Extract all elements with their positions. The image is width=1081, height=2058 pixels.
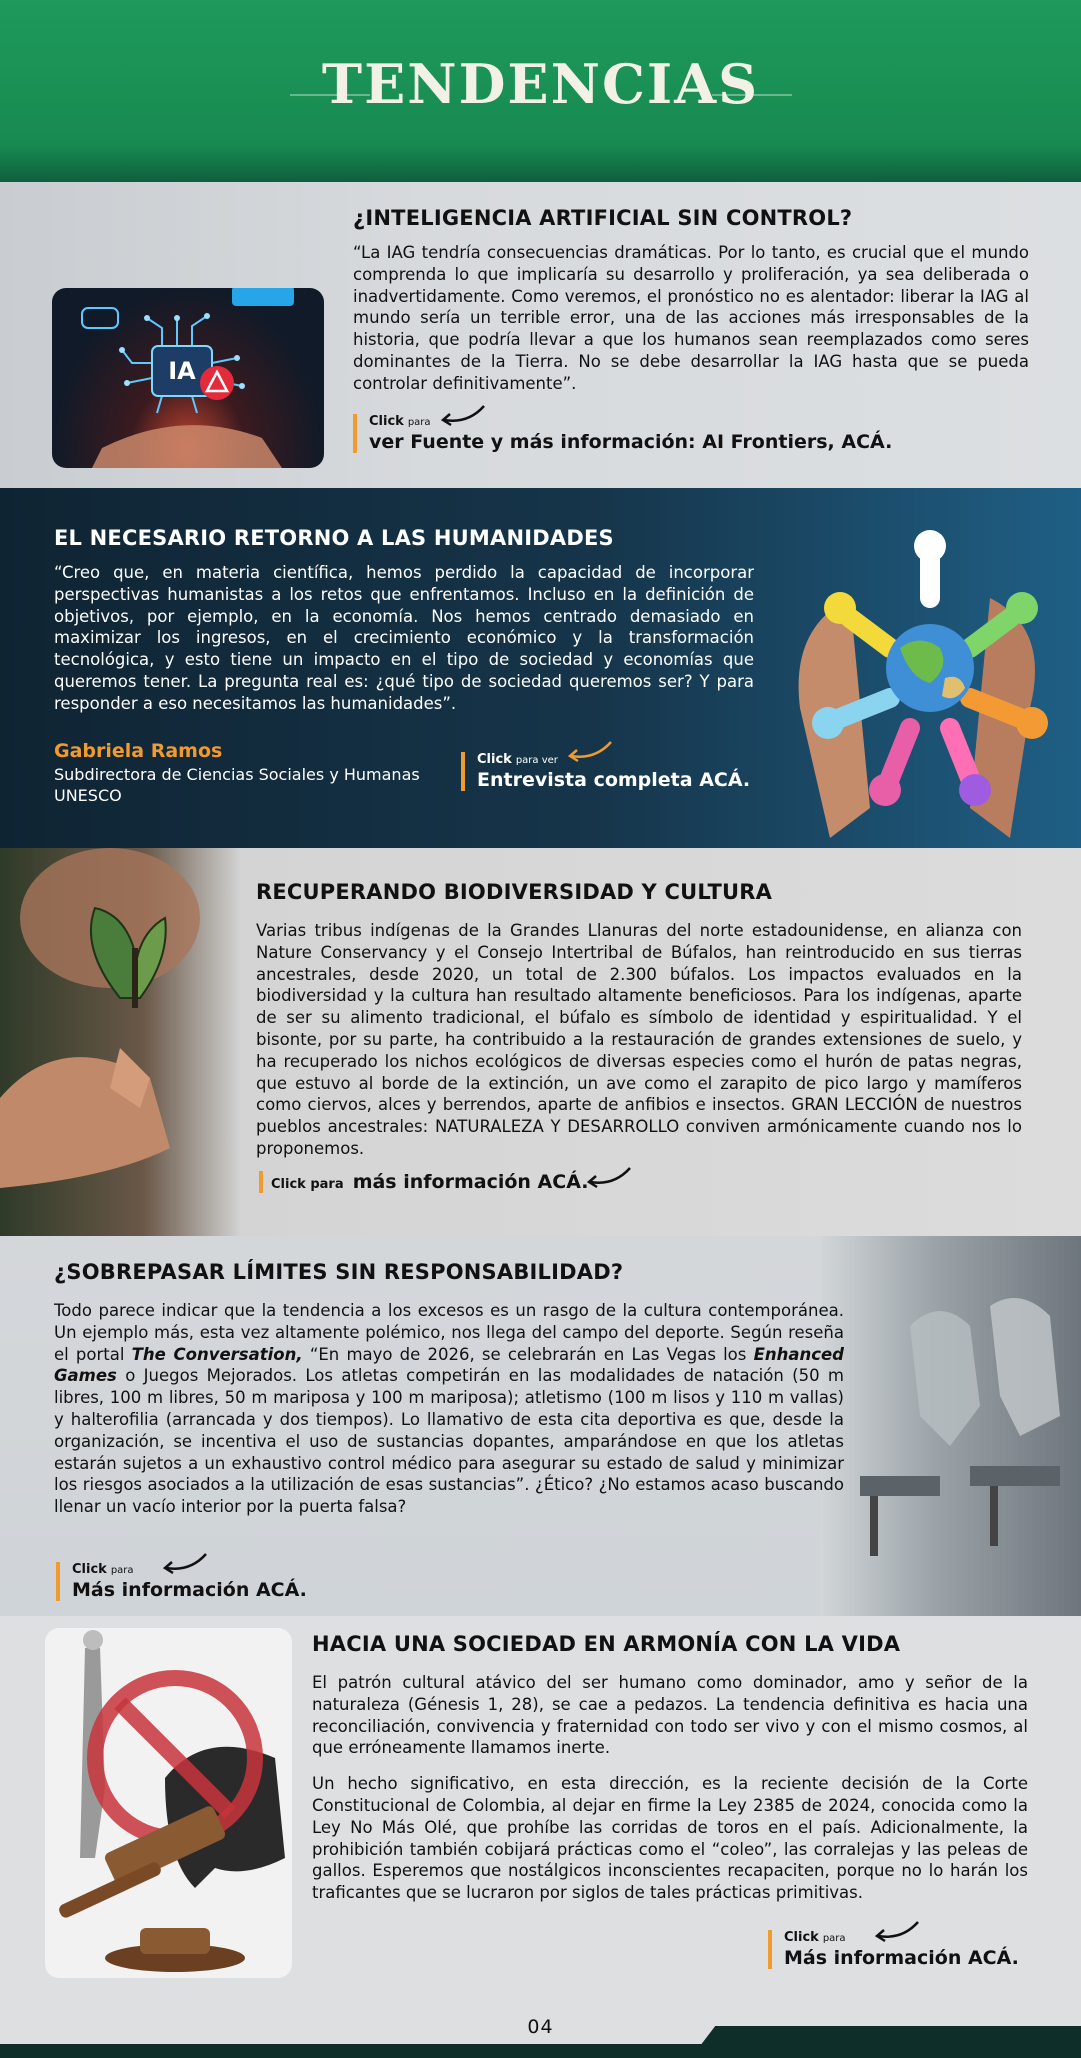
link-text[interactable]: más información ACÁ. <box>352 1171 589 1193</box>
circuit-hand-icon <box>52 288 324 468</box>
section-title: ¿SOBREPASAR LÍMITES SIN RESPONSABILIDAD? <box>54 1260 624 1284</box>
section-title: EL NECESARIO RETORNO A LAS HUMANIDADES <box>54 526 614 550</box>
section-limits <box>0 1236 1081 1616</box>
section-title: HACIA UNA SOCIEDAD EN ARMONÍA CON LA VIDA <box>312 1632 901 1656</box>
page-number: 04 <box>527 2016 554 2038</box>
butterfly-hand-photo <box>0 848 240 1236</box>
section-ai <box>0 182 1081 488</box>
header-banner <box>0 0 1081 182</box>
section-body-2: Un hecho significativo, en esta dirección, es la reciente decisión de la Corte Constitucional de Colombia, al dejar en firme la Ley 2385 de 2024, conocida como la Ley No Más Olé, que prohíbe las corridas de toros en el país. Adicionalmente, la prohibición también cobijará prácticas como el “coleo”, las corralejas y las peleas de gallos. Esperemos que nostálgicos inconscientes recapaciten, porque no lo harán los traficantes que se lucraron por siglos de tales prácticas primitivas. <box>312 1774 1028 1903</box>
section-humanities <box>0 488 1081 848</box>
link-text[interactable]: Más información ACÁ. <box>784 1947 1019 1969</box>
biodiversity-link[interactable] <box>259 1171 588 1193</box>
footer-wedge <box>700 2026 1081 2046</box>
click-label: Click para <box>271 1177 344 1192</box>
author-name: Gabriela Ramos <box>54 740 223 762</box>
no-bullfighting-icon <box>45 1628 292 1978</box>
link-text[interactable]: ver Fuente y más información: AI Frontiers, ACÁ. <box>369 431 893 453</box>
link-text[interactable]: Entrevista completa ACÁ. <box>477 769 751 791</box>
ai-illustration <box>52 288 324 468</box>
section-body: “La IAG tendría consecuencias dramáticas. Por lo tanto, es crucial que el mundo comprenda lo que implicaría su desarrollo y proliferación, ya sea deliberada o inadvertidamente. Como veremos, el pronóstico no es alentador: liberar la IAG al mundo sería un terrible error, una de las acciones más irresponsables de la historia, que podría llevar a que los humanos sean reemplazados como seres dominantes de la Tierra. No se debe desarrollar la IAG hasta que se pueda controlar definitivamente”. <box>353 243 1029 393</box>
section-body: “Creo que, en materia científica, hemos perdido la capacidad de incorporar perspectivas humanistas a los retos que enfrentamos. Incluso en la definición de objetivos, por ejemplo, en la economía. Nos hemos centrado demasiado en maximizar los ingresos, en el crecimiento económico y la transformación tecnológica, y esto tiene un impacto en el tipo de sociedad y economías que queremos tener. La pregunta real es: ¿qué tipo de sociedad queremos ser? Y para responder a eso necesitamos las humanidades”. <box>54 563 754 713</box>
click-label: Click <box>477 752 512 767</box>
hands-globe-illustration <box>780 508 1080 838</box>
author-org: UNESCO <box>54 786 122 805</box>
para-label: para <box>407 417 431 428</box>
click-label: Click <box>72 1562 107 1577</box>
section-body: Varias tribus indígenas de la Grandes Llanuras del norte estadounidense, en alianza con Nature Conservancy y el Consejo Intertribal de Búfalos, han reintroducido en sus tierras ancestrales, desde 2020, un total de 2.300 búfalos. Los impactos evaluados en la biodiversidad y la cultura han resultado altamente beneficiosos. Para los indígenas, aparte de ser su alimento tradicional, el búfalo es símbolo de identidad y espiritualidad. Y el bisonte, por su parte, ha contribuido a la restauración de grandes extensiones de suelo, y ha recuperado los nichos ecológicos de diversas especies como el hurón de patas negras, que estuvo al borde de la extinción, un ave como el zarapito de pico largo y mamíferos como ciervos, alces y berrendos, aparte de anfibios e insectos. GRAN LECCIÓN de nuestros pueblos ancestrales: NATURALEZA Y DESARROLLO conviven armónicamente cuando nos lo proponemos. <box>256 921 1022 1158</box>
para-label: para <box>822 1933 846 1944</box>
section-body-1: El patrón cultural atávico del ser humano como dominador, amo y señor de la naturaleza (Génesis 1, 28), se cae a pedazos. La tendencia definitiva es hacia una reconciliación, convivencia y fraternidad con todo ser vivo y con el mismo cosmos, al que erróneamente llamamos inerte. <box>312 1673 1028 1758</box>
arrow-icon <box>565 738 615 764</box>
page-title: TENDENCIAS <box>321 52 760 116</box>
author-role: Subdirectora de Ciencias Sociales y Humanas <box>54 765 420 784</box>
arrow-icon <box>438 402 488 428</box>
para-label: para <box>110 1565 134 1576</box>
click-label: Click <box>784 1930 819 1945</box>
swimmers-photo <box>820 1236 1081 1616</box>
section-title: RECUPERANDO BIODIVERSIDAD Y CULTURA <box>256 880 773 904</box>
click-label: Click <box>369 414 404 429</box>
svg-text:IA: IA <box>168 357 196 385</box>
ai-frontiers-link[interactable] <box>353 414 892 453</box>
arrow-icon <box>872 1918 922 1944</box>
arrow-icon <box>160 1550 210 1576</box>
footer-bar <box>0 2044 1081 2058</box>
section-title: ¿INTELIGENCIA ARTIFICIAL SIN CONTROL? <box>353 206 853 230</box>
link-text[interactable]: Más información ACÁ. <box>72 1579 307 1601</box>
bullfight-prohibition-illustration <box>45 1628 292 1978</box>
section-harmony <box>0 1616 1081 2058</box>
section-biodiversity <box>0 848 1081 1236</box>
arrow-icon <box>584 1164 634 1190</box>
para-label: para ver <box>515 755 558 766</box>
section-body: Todo parece indicar que la tendencia a los excesos es un rasgo de la cultura contemporánea. Un ejemplo más, esta vez altamente polémico, nos llega del campo del deporte. Según reseña el portal The Conversation, “En mayo de 2026, se celebrarán en Las Vegas los Enhanced Games o Juegos Mejorados. Los atletas competirán en las modalidades de natación (50 m libres, 100 m libres, 50 m mariposa y 100 m mariposa); atletismo (100 m lisos y 110 m vallas) y halterofilia (arrancada y dos tiempos). Lo llamativo de esta cita deportiva es que, desde la organización, se incentiva el uso de sustancias dopantes, amparándose en que los atletas estarán sujetos a un exhaustivo control médico para asegurar su estado de salud y minimizar los riesgos asociados a la utilización de esas sustancias”. ¿Ético? ¿No estamos acaso buscando llenar un vacío interior por la puerta falsa? <box>54 1301 844 1517</box>
